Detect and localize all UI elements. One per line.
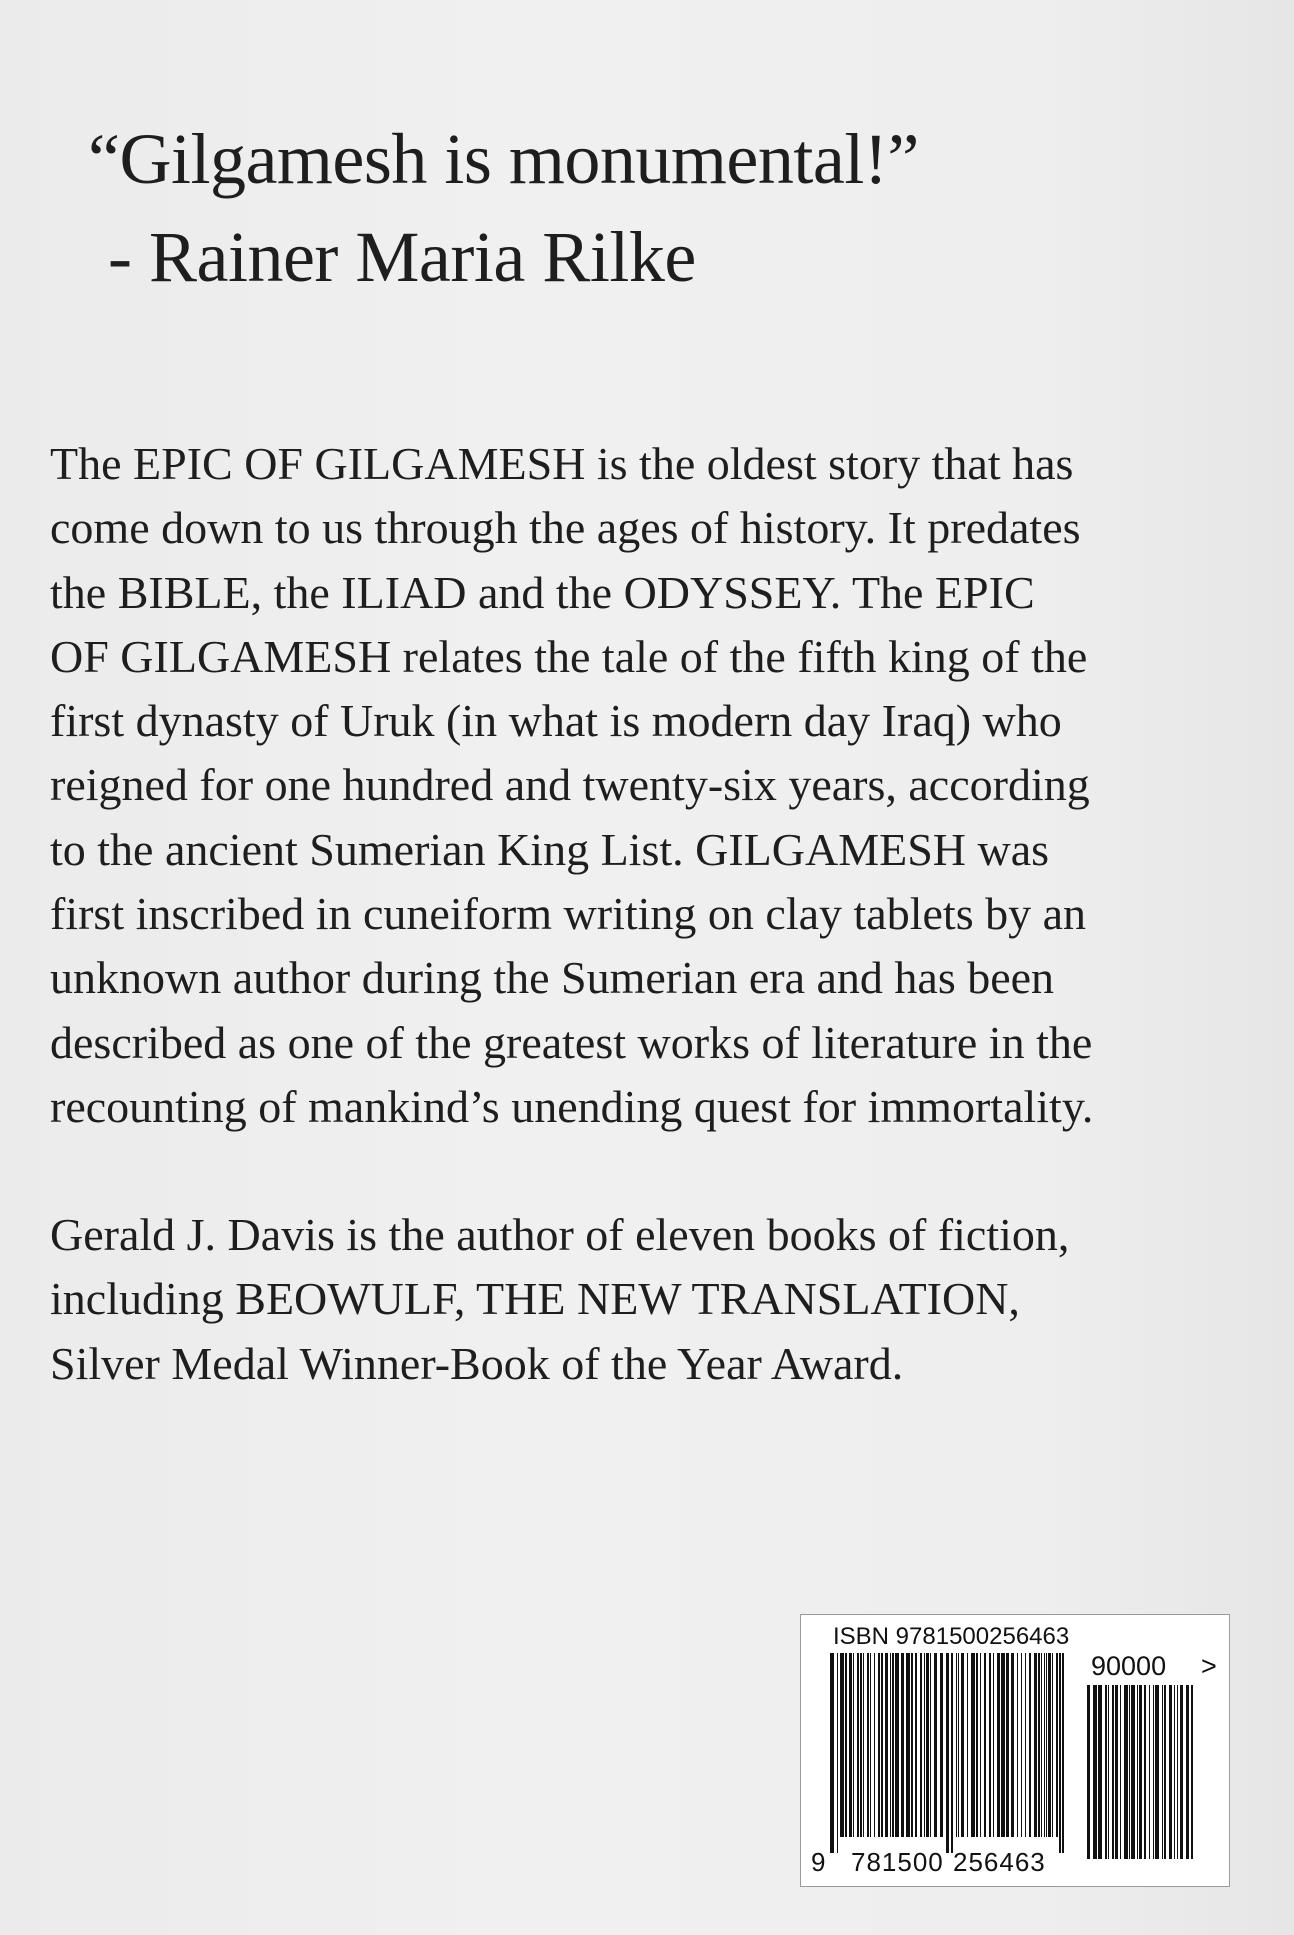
barcode-digits-right: 256463 (953, 1847, 1046, 1877)
barcode-bar (1131, 1685, 1135, 1859)
bio-line: including BEOWULF, THE NEW TRANSLATION, (50, 1273, 1020, 1325)
barcode-bar (830, 1653, 834, 1853)
barcode-bar (1029, 1653, 1031, 1837)
barcode-bar (837, 1653, 838, 1853)
barcode-bar (1112, 1685, 1114, 1859)
barcode-bar (881, 1653, 883, 1837)
barcode-bar (1153, 1685, 1154, 1859)
description-line: first inscribed in cuneiform writing on clay tablets by an (50, 888, 1087, 940)
barcode-bar (1006, 1653, 1009, 1837)
barcode-bar (1017, 1653, 1018, 1837)
barcode-bar (911, 1653, 913, 1837)
barcode-bar (1149, 1685, 1150, 1859)
barcode-bar (860, 1653, 862, 1837)
barcode-bar (849, 1653, 852, 1837)
author-bio (50, 1203, 1240, 1396)
barcode-bar (901, 1653, 904, 1837)
barcode-bar (926, 1653, 929, 1837)
barcode-bar (1034, 1653, 1037, 1837)
barcode-bar (1174, 1685, 1175, 1859)
barcode-bar (915, 1653, 917, 1837)
barcode-bar (997, 1653, 1000, 1837)
barcode-bar (892, 1653, 894, 1837)
barcode-bar (845, 1653, 847, 1837)
description-line: first dynasty of Uruk (in what is modern day Iraq) who (50, 695, 1062, 747)
barcode-bar (1108, 1685, 1109, 1859)
barcode-bar (1011, 1653, 1014, 1837)
description-line: reigned for one hundred and twenty-six years, according (50, 759, 1090, 811)
barcode-bar (1139, 1685, 1142, 1859)
isbn-label: ISBN 9781500256463 (833, 1623, 1070, 1650)
barcode-bar (993, 1653, 994, 1837)
barcode-bar (906, 1653, 910, 1837)
barcode-bar (924, 1653, 925, 1837)
description-line: The EPIC OF GILGAMESH is the oldest story that has (50, 438, 1074, 489)
barcode-bar (1038, 1653, 1040, 1837)
barcode-bar (1044, 1653, 1045, 1837)
bio-line: Gerald J. Davis is the author of eleven books of fiction, (50, 1209, 1070, 1260)
quote-text: “Gilgamesh is monumental!” (88, 119, 919, 199)
barcode-bar (1120, 1685, 1121, 1859)
barcode-bar (984, 1653, 986, 1837)
barcode-bar (967, 1653, 968, 1837)
barcode-bar (1059, 1653, 1061, 1853)
barcode-bar (946, 1653, 949, 1853)
barcode-bar (961, 1653, 964, 1837)
barcode-bar (1087, 1685, 1090, 1859)
price-code: 90000 (1091, 1651, 1167, 1681)
barcode-bar (867, 1653, 869, 1837)
barcode-bar (1098, 1685, 1102, 1859)
barcode-bar (951, 1653, 953, 1853)
barcode-bar (958, 1653, 959, 1837)
barcode-bar (1115, 1685, 1118, 1859)
description-line: OF GILGAMESH relates the tale of the fifth king of the (50, 630, 1088, 682)
price-arrow: > (1201, 1651, 1217, 1681)
barcode-main-bars (830, 1653, 1068, 1853)
barcode-bar (840, 1653, 844, 1837)
barcode-bar (930, 1653, 931, 1837)
barcode-bar (956, 1653, 957, 1837)
barcode-bar (1048, 1653, 1051, 1837)
barcode-bar (976, 1653, 978, 1837)
barcode-bar (1164, 1685, 1166, 1859)
barcode-bar (1162, 1685, 1163, 1859)
barcode-bar (885, 1653, 888, 1837)
barcode-bar (920, 1653, 922, 1837)
barcode-bar (980, 1653, 981, 1837)
description-line: recounting of mankind’s unending quest for immortality. (50, 1080, 1094, 1132)
barcode-bar (971, 1653, 975, 1837)
barcode-bar (1191, 1685, 1193, 1859)
description-line: unknown author during the Sumerian era and has been (50, 952, 1055, 1004)
book-description (50, 432, 1240, 1139)
description-line: described as one of the greatest works of literature in the (50, 1016, 1093, 1068)
barcode-bar (1180, 1685, 1183, 1859)
barcode-bar (1052, 1653, 1053, 1837)
barcode-bar (1093, 1685, 1097, 1859)
barcode-bar (870, 1653, 871, 1837)
quote-attribution: - Rainer Maria Rilke (108, 217, 696, 297)
barcode-bar (1129, 1685, 1130, 1859)
barcode-bar (895, 1653, 899, 1837)
barcode-bar (1169, 1685, 1172, 1859)
barcode-bar (1137, 1685, 1138, 1859)
description-line: to the ancient Sumerian King List. GILGAMESH was (50, 823, 1050, 875)
barcode-digit-first: 9 (811, 1847, 827, 1877)
barcode-bar (1155, 1685, 1159, 1859)
isbn-barcode (800, 1614, 1230, 1887)
barcode-bar (1124, 1685, 1128, 1859)
barcode-bar (1021, 1653, 1022, 1837)
description-line: come down to us through the ages of history. It predates (50, 502, 1081, 554)
barcode-bar (1144, 1685, 1146, 1859)
barcode-bar (934, 1653, 937, 1837)
barcode-digits-left: 781500 (851, 1847, 944, 1877)
barcode-bar (857, 1653, 859, 1837)
barcode-bar (1001, 1653, 1005, 1837)
barcode-bar (1105, 1685, 1107, 1859)
description-line: the BIBLE, the ILIAD and the ODYSSEY. The EPIC (50, 566, 1035, 618)
barcode-bar (940, 1653, 943, 1837)
barcode-bar (890, 1653, 891, 1837)
bio-line: Silver Medal Winner-Book of the Year Award. (50, 1337, 904, 1389)
pull-quote (88, 110, 919, 306)
barcode-bar (863, 1653, 864, 1837)
barcode-bar (853, 1653, 854, 1837)
barcode-bar (989, 1653, 991, 1837)
barcode-bar (1056, 1653, 1058, 1837)
barcode-bar (1177, 1685, 1178, 1859)
barcode-bar (878, 1653, 880, 1837)
barcode-bar (1041, 1653, 1042, 1837)
barcode-addon-bars (1087, 1685, 1197, 1875)
barcode-bar (1186, 1685, 1189, 1859)
barcode-bar (1062, 1653, 1064, 1853)
barcode-bar (1025, 1653, 1026, 1837)
barcode-bar (874, 1653, 875, 1837)
barcode-bar (1046, 1653, 1047, 1837)
